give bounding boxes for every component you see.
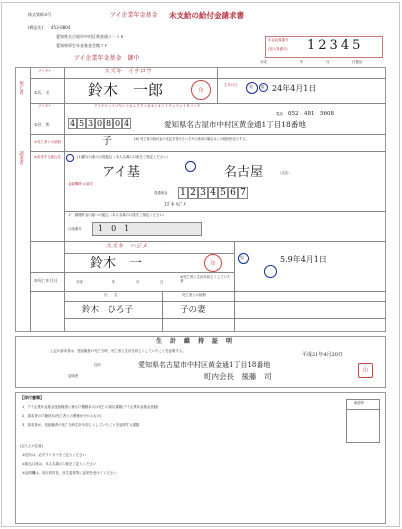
bank-option-1: (1)銀行口座の口座振込（本人名義の口座をご指定ください） [77, 155, 170, 159]
row-line [64, 318, 386, 319]
heir-furigana: スズキ ハジメ [106, 243, 148, 250]
deceased-address: 愛知県名古屋市中村区黄金通1丁目18番地 [164, 120, 306, 129]
column-divider [162, 291, 163, 332]
guarantee-date: 平成21年4月20日 [302, 352, 343, 358]
approval-stamp-box [346, 399, 380, 443]
reminder-item-2: ②振込口座は、本人名義の口座をご記入ください [22, 462, 97, 466]
reminder-item-1: ①住所は、必ずフリガナをご記入ください [22, 453, 86, 457]
died-month: 月 [136, 280, 140, 284]
postal-digit: 4 [123, 119, 130, 128]
postal-digit: 3 [87, 119, 94, 128]
address-furigana: アイチケンナゴヤシナカムラクコガネトオリ１チョウメ１８バンチ [94, 104, 201, 108]
claimant-section-label: 請求者 [18, 151, 24, 165]
birth-label: 生年月日 [224, 83, 238, 87]
notes-frame [15, 392, 386, 524]
recipient-line: アイ企業年金基金 御中 [74, 55, 140, 62]
column-divider [234, 291, 235, 332]
notes-item-3: 3．請求者が、受給権者の死亡当時生計を同じくしていたことを証明する書類 [22, 423, 140, 427]
form-number: 様式第絵③号 [28, 12, 52, 17]
date-era: 平成 [260, 60, 267, 64]
account-digit: 1 [178, 187, 188, 199]
heir-era-circle [264, 265, 277, 278]
row-line [64, 301, 386, 302]
notes-title: 【添付書類】 [20, 395, 44, 400]
died-year: 年 [112, 280, 116, 284]
deceased-gender: 男 [249, 84, 253, 89]
row-line [30, 78, 386, 79]
guarantor-seal-icon: 印 [358, 363, 373, 378]
account-number-boxes [178, 187, 248, 199]
postal-digit: 8 [105, 119, 112, 128]
birth-era: 昭 [261, 85, 265, 89]
claim-form-sheet [1, 2, 400, 527]
guarantor-label: 証明者 [68, 374, 79, 378]
account-digit: 3 [198, 187, 208, 199]
form-title: 未支給の給付金請求書 [169, 11, 244, 20]
deceased-birth: 24年4月1日 [272, 84, 317, 93]
row-line [30, 151, 386, 152]
account-digit: 5 [218, 187, 228, 199]
furigana-label: フリガナ [38, 69, 52, 73]
approval-stamp-label: 承認印 [354, 401, 365, 405]
deceased-name-label: ①氏 名 [34, 90, 50, 95]
pension-id-value: 12345 [307, 38, 364, 53]
account-digit: 7 [238, 187, 248, 199]
passbook-value: 1 0 1 [98, 224, 130, 233]
personal-seal-icon: 印 [191, 80, 211, 100]
option-circle [66, 154, 74, 162]
bank-option-2: ２．郵便貯金口座への振込（本人名義の口座をご指定ください） [68, 213, 167, 217]
pension-id-label: 年金証書番号 [268, 38, 289, 42]
deceased-section-label: 死亡者 [18, 81, 24, 95]
guarantor-address: 愛知県名古屋市中村区黄金通1丁目18番地 [138, 361, 271, 369]
branch-suffix: （支店） [278, 171, 292, 175]
branch-name: 名古屋 [224, 165, 264, 180]
name-column-header: 氏 名 [104, 293, 118, 297]
deceased-name: 鈴木 一郎 [88, 81, 164, 99]
account-digit: 4 [208, 187, 218, 199]
guarantor-name: 町内会長 後藤 司 [204, 372, 272, 381]
row-line [30, 291, 386, 292]
died-label: ⑤死亡年月日 [34, 278, 58, 283]
mail-address-line2: 愛知県厚生年金基金会館７Ｆ [56, 43, 108, 48]
passbook-label: 口座番号 [68, 227, 82, 231]
relation-column-header: 死亡者との続柄 [182, 293, 206, 297]
relation-value: 子 [102, 136, 112, 147]
guarantee-text: 上記の請求者は、受給権者の死亡当時、死亡者と生計を同じくしていたことを証明する。 [50, 349, 186, 353]
address-furigana-label: フリガナ [38, 104, 52, 108]
relation-note: (※) 死亡者の給付金の支払を受けるべき方の請求の場合はこの続柄を記入する。 [134, 137, 249, 141]
bank-purpose-label: 金融機関 お届印 [68, 182, 93, 186]
notes-item-1: 1．アイ企業年金基金受給権者に係る戸籍謄本又は死亡の届出書類(アイ企業年金基金登録) [22, 405, 159, 409]
phone-number: 052 481 5608 [288, 111, 334, 117]
relation-label: ③死亡者との続柄 [34, 140, 61, 144]
heir-birth: 5.9年4月1日 [280, 255, 327, 264]
mail-address-line1: 愛知県名古屋市中村区黄金通１－１８ [56, 34, 124, 39]
gender-divider [234, 241, 235, 291]
guarantor-address-label: 住所 [94, 363, 101, 367]
postal-digit: 5 [78, 119, 85, 128]
stamp-box-divider [346, 409, 380, 410]
row-line [64, 211, 386, 212]
cohabit-person-relation: 子の妻 [180, 305, 206, 315]
row-line [30, 241, 386, 242]
reminder-item-3: ③証明欄は、市区町村長、民生委員等に証明を受けてください [22, 471, 117, 475]
deceased-furigana: スズキ イチロウ [104, 68, 153, 75]
date-day: 日提出 [352, 60, 363, 64]
reminder-title: (記入上の注意) [20, 444, 43, 448]
bank-type-circle [185, 161, 196, 172]
heir-name: 鈴木 一 [90, 256, 143, 271]
date-year: 年 [300, 60, 304, 64]
row-line [30, 272, 234, 273]
postal-digit: 4 [69, 119, 76, 128]
section-divider [30, 67, 31, 332]
date-month: 月 [326, 60, 330, 64]
agency-name: アイ企業年金基金 [110, 12, 158, 19]
heir-seal-icon: 印 [204, 254, 222, 272]
account-kana: ｽｽﾞｷ ﾊｼﾞﾒ [164, 202, 186, 208]
cohabit-label: ⑥死亡者と生計を同じくしていた者 [180, 275, 231, 284]
guarantee-title: 生 計 維 持 証 明 [156, 338, 234, 345]
heir-gender: 男 [240, 255, 244, 260]
cohabit-person-name: 鈴木 ひろ子 [82, 305, 134, 315]
postal-code-boxes [68, 118, 131, 129]
died-day: 日 [160, 280, 164, 284]
address-label: ②住 所 [34, 122, 50, 127]
account-digit: 2 [188, 187, 198, 199]
row-line [30, 103, 386, 104]
deposit-type: 普通預金 [154, 191, 168, 195]
notes-item-2: 2．請求者の戸籍抄本(死亡者との関係が分かるもの) [22, 414, 102, 418]
row-line [30, 134, 386, 135]
gender-divider [217, 67, 218, 103]
account-digit: 6 [228, 187, 238, 199]
postal-label: (郵送先) [28, 25, 44, 30]
label-divider [64, 67, 65, 332]
pension-id-sublabel: (加入員番号) [268, 47, 288, 51]
bank-name: アイ基 [102, 165, 140, 180]
bank-label: ④希望する振込先 [34, 155, 61, 159]
died-era: 平成 [76, 280, 83, 284]
postal-digit: 0 [114, 119, 121, 128]
postal-code: 453-0804 [51, 25, 71, 30]
phone-label: 電話 [276, 112, 283, 116]
postal-digit: 0 [96, 119, 103, 128]
